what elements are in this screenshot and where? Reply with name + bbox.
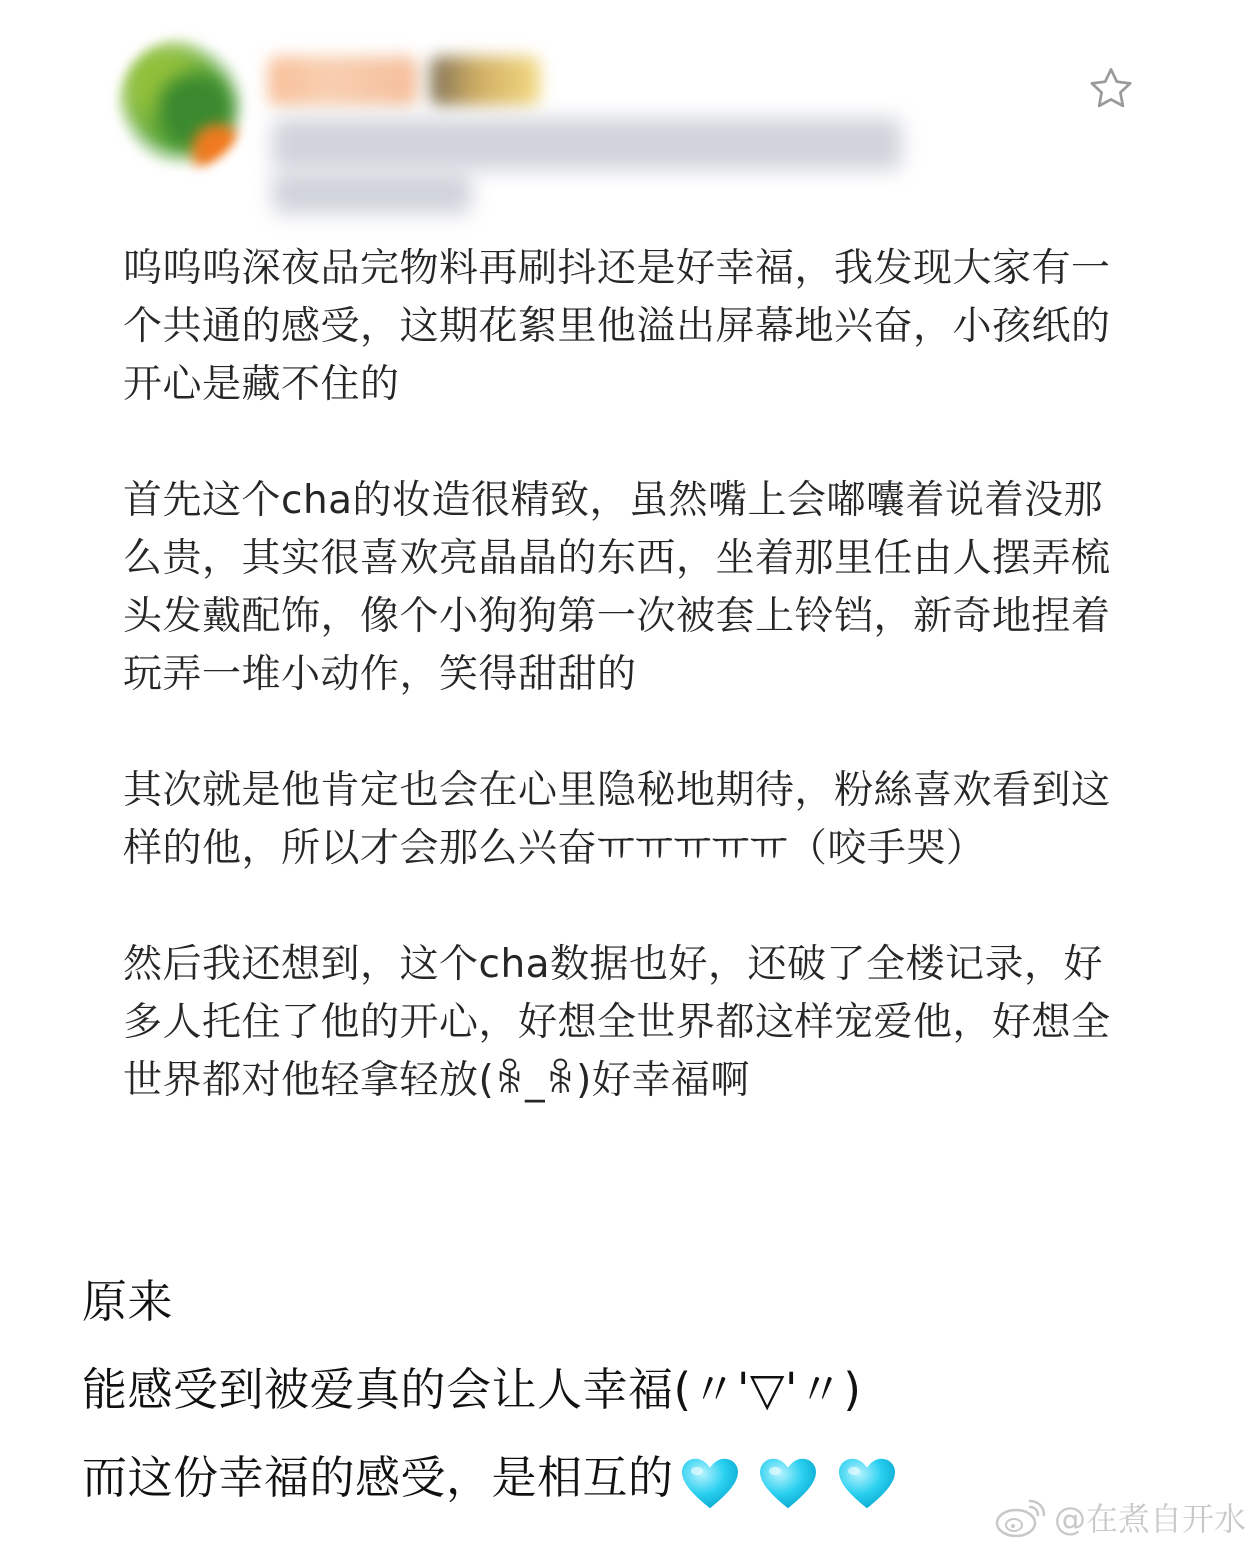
post-paragraph: 首先这个cha的妆造很精致，虽然嘴上会嘟囔着说着没那么贵，其实很喜欢亮晶晶的东西，坐着那里任由人摆弄梳头发戴配饰，像个小狗狗第一次被套上铃铛，新奇地捏着玩弄一堆小动作，笑得甜甜的 xyxy=(123,478,1111,697)
watermark-text: @在煮自开水 xyxy=(1053,1500,1246,1538)
caption-line-2: 能感受到被爱真的会让人幸福(〃'▽'〃) xyxy=(82,1363,862,1416)
star-outline-icon[interactable] xyxy=(1086,64,1136,114)
post-paragraph: 呜呜呜深夜品完物料再刷抖还是好幸福，我发现大家有一个共通的感受，这期花絮里他溢出屏幕地兴奋，小孩纸的开心是藏不住的 xyxy=(123,246,1111,407)
caption-line-3: 而这份幸福的感受，是相互的 xyxy=(82,1451,674,1504)
caption xyxy=(82,1258,1182,1525)
post-header xyxy=(0,0,1260,225)
light-blue-heart-icon xyxy=(758,1456,818,1512)
caption-line-1: 原来 xyxy=(82,1275,174,1328)
user-badge-blurred xyxy=(430,56,540,106)
post-paragraph: 其次就是他肯定也会在心里隐秘地期待，粉絲喜欢看到这样的他，所以才会那么兴奋ㅠㅠㅠㅠㅠ（咬手哭） xyxy=(123,768,1111,871)
weibo-logo-icon xyxy=(994,1495,1048,1539)
hearts-group xyxy=(680,1437,902,1525)
post-content xyxy=(123,240,1133,1168)
light-blue-heart-icon xyxy=(837,1456,897,1512)
avatar[interactable] xyxy=(118,38,246,170)
light-blue-heart-icon xyxy=(680,1456,740,1512)
post-meta-blurred xyxy=(272,118,902,170)
post-meta-blurred-2 xyxy=(272,172,472,214)
watermark xyxy=(994,1494,1246,1540)
post-paragraph: 然后我还想到，这个cha数据也好，还破了全楼记录，好多人托住了他的开心，好想全世界都这样宠爱他，好想全世界都对他轻拿轻放(ꆜ_ꆜ)好幸福啊 xyxy=(123,942,1111,1103)
username-blurred[interactable] xyxy=(268,56,418,106)
